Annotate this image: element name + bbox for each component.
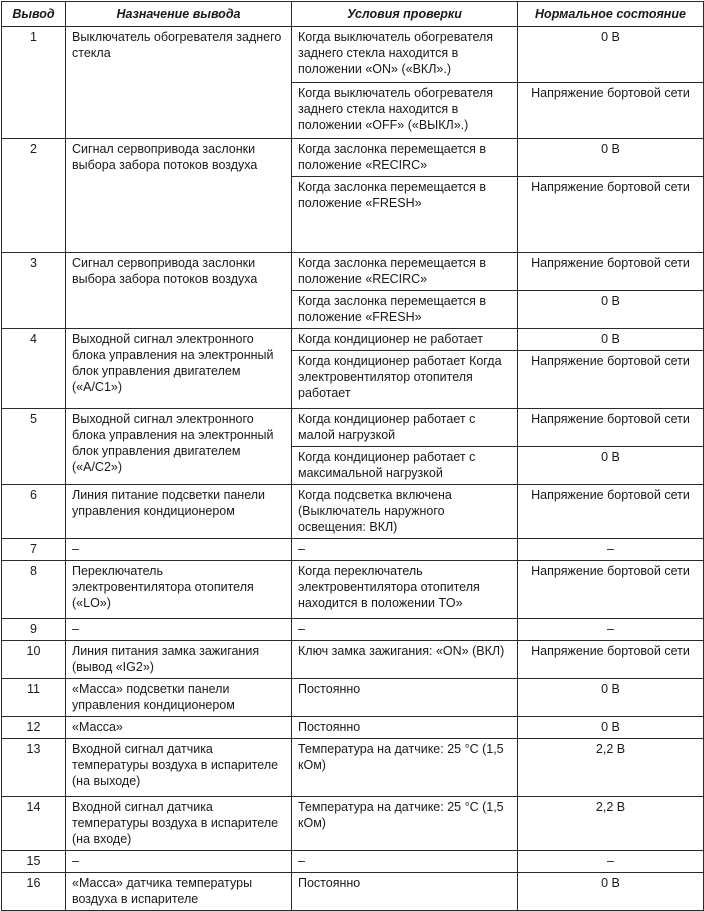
pin-purpose: Выходной сигнал электронного блока управления на электронный блок управления двигателем («A/C2») bbox=[66, 409, 292, 485]
pin-purpose: – bbox=[66, 619, 292, 641]
table-row bbox=[2, 409, 704, 447]
table-row bbox=[2, 873, 704, 911]
check-condition: Когда кондиционер работает Когда электровентилятор отопителя работает bbox=[292, 351, 518, 409]
check-condition: Когда подсветка включена (Выключатель наружного освещения: ВКЛ) bbox=[292, 485, 518, 539]
pin-number: 12 bbox=[2, 717, 66, 739]
normal-state: Напряжение бортовой сети bbox=[518, 351, 704, 409]
normal-state: Напряжение бортовой сети bbox=[518, 641, 704, 679]
pin-purpose: Входной сигнал датчика температуры воздуха в испарителе (на выходе) bbox=[66, 739, 292, 797]
table-row bbox=[2, 139, 704, 177]
check-condition: Когда переключатель электровентилятора отопителя находится в положении TO» bbox=[292, 561, 518, 619]
normal-state: – bbox=[518, 619, 704, 641]
check-condition: Температура на датчике: 25 °С (1,5 кОм) bbox=[292, 797, 518, 851]
check-condition: Когда выключатель обогревателя заднего стекла находится в положении «ON» («ВКЛ».) bbox=[292, 27, 518, 83]
check-condition: Постоянно bbox=[292, 873, 518, 911]
table-row bbox=[2, 619, 704, 641]
pin-purpose: «Масса» датчика температуры воздуха в испарителе bbox=[66, 873, 292, 911]
normal-state: Напряжение бортовой сети bbox=[518, 177, 704, 253]
pin-number: 8 bbox=[2, 561, 66, 619]
table-body bbox=[2, 27, 704, 911]
check-condition: Когда кондиционер работает с максимальной нагрузкой bbox=[292, 447, 518, 485]
check-condition: Когда заслонка перемещается в положение «RECIRC» bbox=[292, 139, 518, 177]
table-row bbox=[2, 485, 704, 539]
normal-state: Напряжение бортовой сети bbox=[518, 409, 704, 447]
normal-state: – bbox=[518, 539, 704, 561]
pin-purpose: Линия питания замка зажигания (вывод «IG2») bbox=[66, 641, 292, 679]
pin-purpose: – bbox=[66, 851, 292, 873]
normal-state: 0 В bbox=[518, 291, 704, 329]
normal-state: 0 В bbox=[518, 679, 704, 717]
pin-purpose: Переключатель электровентилятора отопителя («LO») bbox=[66, 561, 292, 619]
table-row bbox=[2, 717, 704, 739]
header-condition: Условия проверки bbox=[292, 2, 518, 27]
pin-number: 4 bbox=[2, 329, 66, 409]
normal-state: 0 В bbox=[518, 329, 704, 351]
table-row bbox=[2, 739, 704, 797]
pin-number: 7 bbox=[2, 539, 66, 561]
check-condition: Ключ замка зажигания: «ON» (ВКЛ) bbox=[292, 641, 518, 679]
check-condition: Когда заслонка перемещается в положение «FRESH» bbox=[292, 177, 518, 253]
check-condition: Когда заслонка перемещается в положение «FRESH» bbox=[292, 291, 518, 329]
pin-number: 15 bbox=[2, 851, 66, 873]
pin-number: 9 bbox=[2, 619, 66, 641]
normal-state: Напряжение бортовой сети bbox=[518, 485, 704, 539]
pin-purpose: Выключатель обогревателя заднего стекла bbox=[66, 27, 292, 139]
table-row bbox=[2, 797, 704, 851]
pin-purpose: Выходной сигнал электронного блока управления на электронный блок управления двигателем («A/C1») bbox=[66, 329, 292, 409]
pin-number: 3 bbox=[2, 253, 66, 329]
table-row bbox=[2, 561, 704, 619]
pin-number: 11 bbox=[2, 679, 66, 717]
normal-state: 0 В bbox=[518, 139, 704, 177]
pin-number: 1 bbox=[2, 27, 66, 139]
normal-state: 0 В bbox=[518, 873, 704, 911]
normal-state: 0 В bbox=[518, 717, 704, 739]
header-pin: Вывод bbox=[2, 2, 66, 27]
check-condition: Температура на датчике: 25 °С (1,5 кОм) bbox=[292, 739, 518, 797]
pin-number: 6 bbox=[2, 485, 66, 539]
normal-state: 0 В bbox=[518, 27, 704, 83]
check-condition: Постоянно bbox=[292, 717, 518, 739]
pin-number: 13 bbox=[2, 739, 66, 797]
pin-check-table bbox=[1, 1, 704, 911]
check-condition: Когда выключатель обогревателя заднего стекла находится в положении «OFF» («ВЫКЛ».) bbox=[292, 83, 518, 139]
check-condition: Когда заслонка перемещается в положение «RECIRC» bbox=[292, 253, 518, 291]
pin-purpose: Сигнал сервопривода заслонки выбора забора потоков воздуха bbox=[66, 139, 292, 253]
pin-number: 2 bbox=[2, 139, 66, 253]
pin-purpose: Сигнал сервопривода заслонки выбора забора потоков воздуха bbox=[66, 253, 292, 329]
pin-number: 5 bbox=[2, 409, 66, 485]
check-condition: – bbox=[292, 851, 518, 873]
normal-state: Напряжение бортовой сети bbox=[518, 253, 704, 291]
pin-purpose: Входной сигнал датчика температуры воздуха в испарителе (на входе) bbox=[66, 797, 292, 851]
pin-purpose: – bbox=[66, 539, 292, 561]
table-row bbox=[2, 679, 704, 717]
check-condition: Когда кондиционер не работает bbox=[292, 329, 518, 351]
table-row bbox=[2, 329, 704, 351]
check-condition: – bbox=[292, 619, 518, 641]
normal-state: 2,2 В bbox=[518, 797, 704, 851]
table-row bbox=[2, 539, 704, 561]
pin-purpose: Линия питание подсветки панели управления кондиционером bbox=[66, 485, 292, 539]
pin-number: 10 bbox=[2, 641, 66, 679]
table-row bbox=[2, 253, 704, 291]
header-purpose: Назначение вывода bbox=[66, 2, 292, 27]
pin-purpose: «Масса» bbox=[66, 717, 292, 739]
header-normal: Нормальное состояние bbox=[518, 2, 704, 27]
normal-state: Напряжение бортовой сети bbox=[518, 561, 704, 619]
pin-purpose: «Масса» подсветки панели управления кондиционером bbox=[66, 679, 292, 717]
check-condition: Когда кондиционер работает с малой нагрузкой bbox=[292, 409, 518, 447]
table-row bbox=[2, 851, 704, 873]
check-condition: Постоянно bbox=[292, 679, 518, 717]
pin-number: 14 bbox=[2, 797, 66, 851]
pin-number: 16 bbox=[2, 873, 66, 911]
table-row bbox=[2, 641, 704, 679]
normal-state: Напряжение бортовой сети bbox=[518, 83, 704, 139]
normal-state: – bbox=[518, 851, 704, 873]
header-row bbox=[2, 2, 704, 27]
table-row bbox=[2, 27, 704, 83]
normal-state: 2,2 В bbox=[518, 739, 704, 797]
check-condition: – bbox=[292, 539, 518, 561]
normal-state: 0 В bbox=[518, 447, 704, 485]
